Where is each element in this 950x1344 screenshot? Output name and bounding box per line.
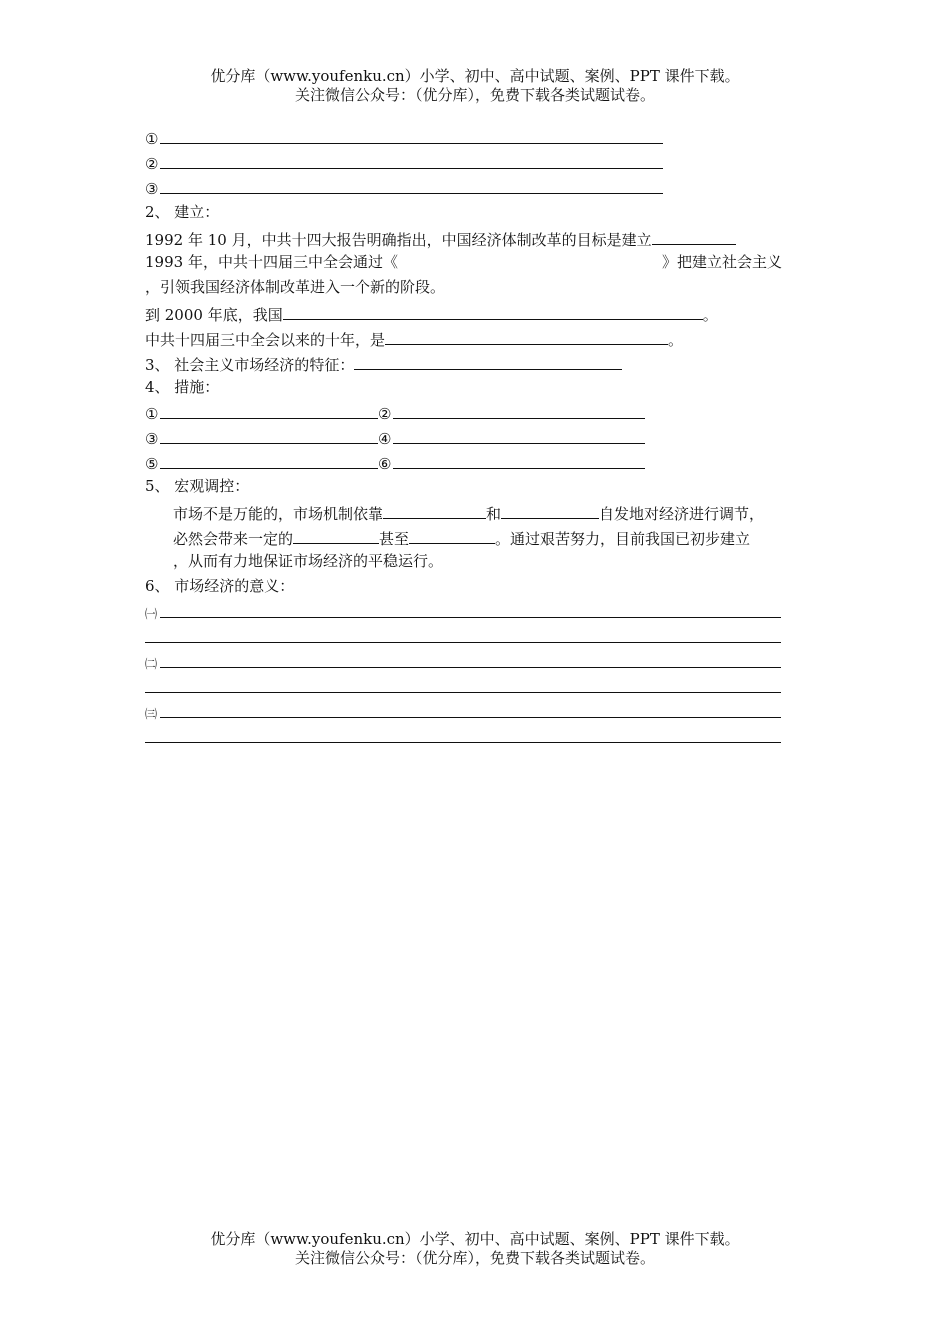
header-line-2: 关注微信公众号：（优分库），免费下载各类试题试卷。	[294, 86, 655, 104]
item-marker: ㈢	[145, 707, 158, 721]
section-5-line-2	[173, 526, 750, 549]
line-text: 到 2000 年底，我国	[145, 306, 283, 324]
line-text: 1993 年，中共十四届三中全会通过《	[145, 253, 398, 271]
item-marker: ㈡	[145, 657, 158, 671]
section-2-heading: 2、 建立：	[145, 203, 220, 221]
significance-item-3-cont	[145, 725, 781, 748]
section-3	[145, 352, 622, 375]
answer-blank[interactable]	[160, 650, 781, 668]
measure-row-1	[145, 401, 645, 424]
answer-blank[interactable]	[393, 451, 645, 469]
item-marker: ②	[378, 405, 392, 423]
section-5-line-3: ，从而有力地保证市场经济的平稳运行。	[173, 552, 444, 570]
answer-blank[interactable]	[385, 327, 668, 345]
section-2-line-5	[145, 327, 683, 350]
answer-blank[interactable]	[145, 625, 781, 643]
line-text: 必然会带来一定的	[173, 530, 294, 548]
item-marker: ②	[145, 155, 159, 173]
measure-row-2	[145, 426, 645, 449]
answer-blank[interactable]	[160, 451, 378, 469]
answer-blank[interactable]	[383, 501, 486, 519]
section-6-heading: 6、 市场经济的意义：	[145, 577, 295, 595]
answer-blank[interactable]	[354, 352, 622, 370]
answer-blank[interactable]	[501, 501, 599, 519]
line-text: 中共十四届三中全会以来的十年，是	[145, 331, 386, 349]
answer-blank[interactable]	[160, 126, 663, 144]
significance-item-3	[145, 700, 781, 724]
answer-blank[interactable]	[283, 302, 703, 320]
significance-item-2	[145, 650, 781, 674]
item-marker: ③	[145, 430, 159, 448]
significance-item-1	[145, 600, 781, 624]
item-marker: ①	[145, 130, 159, 148]
answer-blank[interactable]	[160, 401, 378, 419]
answer-blank[interactable]	[160, 700, 781, 718]
answer-blank[interactable]	[393, 426, 645, 444]
footer-line-1: 优分库（www.youfenku.cn）小学、初中、高中试题、案例、PPT 课件下载。	[210, 1230, 740, 1248]
item-marker: ⑥	[378, 455, 392, 473]
significance-item-1-cont	[145, 625, 781, 648]
header-line-1: 优分库（www.youfenku.cn）小学、初中、高中试题、案例、PPT 课件下载。	[210, 67, 740, 85]
section-5-heading: 5、 宏观调控：	[145, 477, 250, 495]
line-text: 。	[702, 306, 718, 324]
section-2-line-2	[145, 252, 782, 272]
blank-item-2	[145, 151, 663, 174]
line-text: 和	[486, 505, 502, 523]
page-footer	[0, 1230, 950, 1268]
item-marker: ④	[378, 430, 392, 448]
significance-item-2-cont	[145, 675, 781, 698]
answer-blank[interactable]	[409, 526, 495, 544]
section-4-heading: 4、 措施：	[145, 378, 220, 396]
item-marker: ㈠	[145, 607, 158, 621]
item-marker: ⑤	[145, 455, 159, 473]
line-text: 。通过艰苦努力，目前我国已初步建立	[495, 530, 751, 548]
footer-line-2: 关注微信公众号：（优分库），免费下载各类试题试卷。	[294, 1249, 655, 1267]
answer-blank[interactable]	[293, 526, 379, 544]
line-text: 市场不是万能的，市场机制依靠	[173, 505, 384, 523]
page-header	[0, 67, 950, 105]
answer-blank[interactable]	[145, 675, 781, 693]
line-text: 3、 社会主义市场经济的特征：	[145, 356, 355, 374]
section-2-line-1	[145, 227, 736, 250]
blank-item-1	[145, 126, 663, 149]
line-text: 》把建立社会主义	[661, 253, 782, 271]
answer-blank[interactable]	[160, 600, 781, 618]
answer-blank[interactable]	[652, 227, 736, 245]
line-text: 自发地对经济进行调节，	[599, 505, 765, 523]
answer-blank[interactable]	[160, 151, 663, 169]
section-2-line-3: ，引领我国经济体制改革进入一个新的阶段。	[145, 278, 446, 296]
item-marker: ①	[145, 405, 159, 423]
answer-blank[interactable]	[160, 426, 378, 444]
section-5-line-1	[173, 501, 764, 524]
line-text: 。	[668, 331, 684, 349]
answer-blank[interactable]	[160, 176, 663, 194]
blank-item-3	[145, 176, 663, 199]
answer-blank[interactable]	[145, 725, 781, 743]
measure-row-3	[145, 451, 645, 474]
answer-blank[interactable]	[393, 401, 645, 419]
item-marker: ③	[145, 180, 159, 198]
section-2-line-4	[145, 302, 718, 325]
line-text: 1992 年 10 月，中共十四大报告明确指出，中国经济体制改革的目标是建立	[145, 231, 652, 249]
line-text: 甚至	[379, 530, 410, 548]
